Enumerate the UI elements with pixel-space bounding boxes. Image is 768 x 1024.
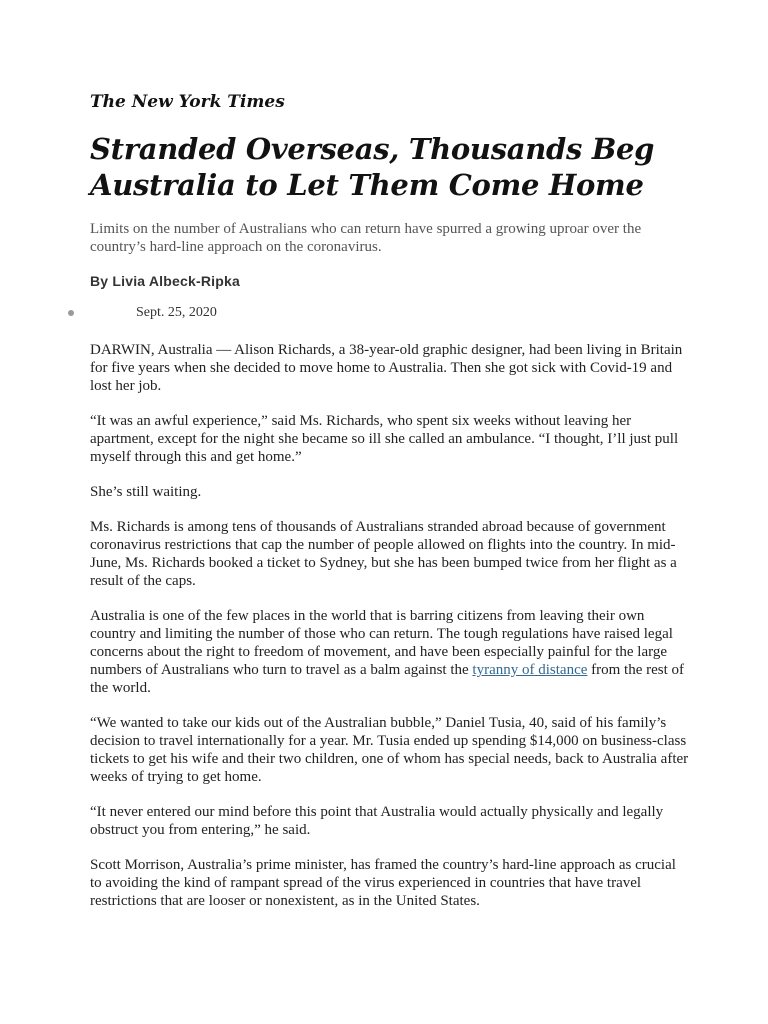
paragraph: Scott Morrison, Australia’s prime minister, has framed the country’s hard-line approach as crucial to avoiding the kind of rampant spread of the virus experienced in countries that have travel restrictions that are looser or nonexistent, as in the United States. bbox=[90, 857, 676, 909]
paragraph-text: Australia is one of the few places in the world that is barring citizens from leaving their own country and limiting the number of those who can return. The tough regulations have raised legal concerns about the right to freedom of movement, and have been especially painful for the large numbers of Australians who turn to travel as a balm against the bbox=[90, 608, 673, 678]
paragraph-text: from the rest of the world. bbox=[90, 662, 685, 696]
paragraph: “It never entered our mind before this point that Australia would actually physically and legally obstruct you from entering,” he said. bbox=[90, 804, 664, 838]
paragraph: Ms. Richards is among tens of thousands of Australians stranded abroad because of government coronavirus restrictions that cap the number of people allowed on flights into the country. In mid-June, Ms. Richards booked a ticket to Sydney, but she has been bumped twice from her flight as a result of the caps. bbox=[90, 519, 677, 589]
article-body bbox=[90, 341, 690, 927]
publish-date: Sept. 25, 2020 bbox=[136, 305, 217, 320]
paragraph: She’s still waiting. bbox=[90, 484, 202, 500]
bullet-icon bbox=[68, 310, 74, 316]
tyranny-of-distance-link[interactable]: tyranny of distance bbox=[472, 662, 588, 678]
headline: Stranded Overseas, Thousands Beg Australia to Let Them Come Home bbox=[90, 132, 655, 202]
article-summary: Limits on the number of Australians who can return have spurred a growing uproar over the country’s hard-line approach on the coronavirus. bbox=[90, 221, 642, 255]
paragraph: DARWIN, Australia — Alison Richards, a 38-year-old graphic designer, had been living in Britain for five years when she decided to move home to Australia. Then she got sick with Covid-19 and lost her job. bbox=[90, 342, 683, 394]
masthead: The New York Times bbox=[90, 92, 285, 112]
paragraph bbox=[90, 607, 690, 697]
paragraph: “We wanted to take our kids out of the Australian bubble,” Daniel Tusia, 40, said of his family’s decision to travel internationally for a year. Mr. Tusia ended up spending $14,000 on business-class tickets to get his wife and their two children, one of whom has special needs, back to Australia after weeks of trying to get home. bbox=[90, 715, 689, 785]
byline: By Livia Albeck-Ripka bbox=[90, 273, 240, 289]
paragraph: “It was an awful experience,” said Ms. Richards, who spent six weeks without leaving her apartment, except for the night she became so ill she called an ambulance. “I thought, I’ll just pull myself through this and get home.” bbox=[90, 413, 679, 465]
